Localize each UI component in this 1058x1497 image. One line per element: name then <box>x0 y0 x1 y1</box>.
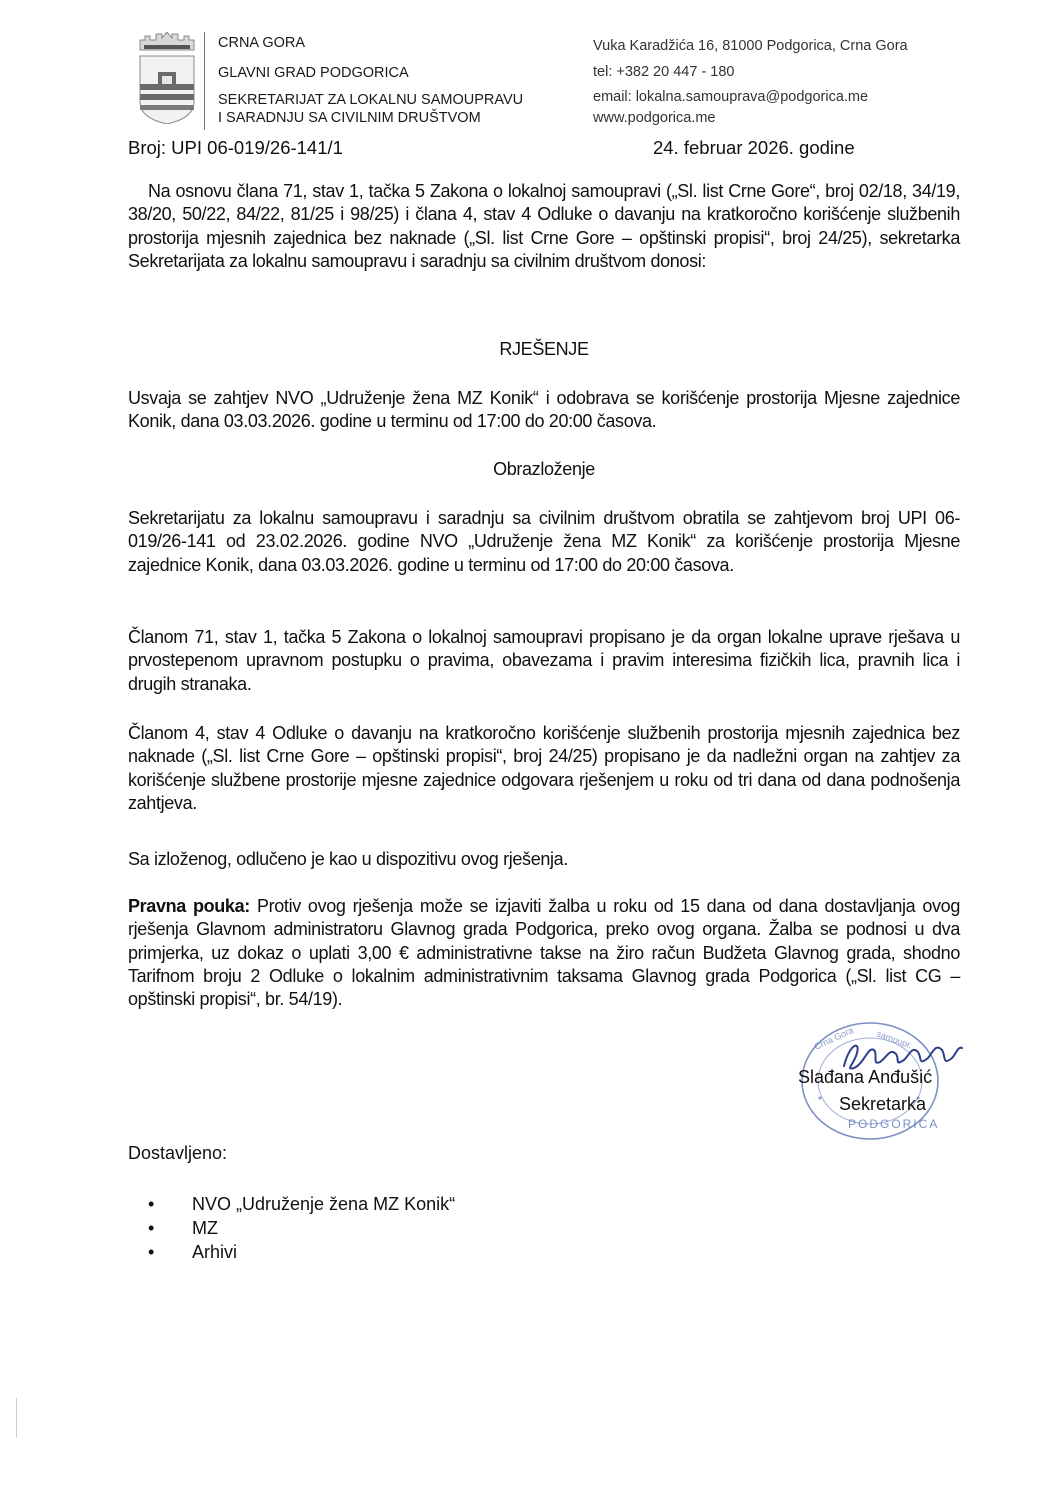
reasoning-paragraph-1: Sekretarijatu za lokalnu samoupravu i saradnju sa civilnim društvom obratila se zahtjevom broj UPI 06-019/26-141 od 23.02.2026. godine NVO „Udruženje žena MZ Konik“ za korišćenje prostorija Mjesne zajednice Konik, dana 03.03.2026. godine u terminu od 17:00 do 20:00 časova. <box>128 508 960 575</box>
decision-paragraph: Usvaja se zahtjev NVO „Udruženje žena MZ Konik“ i odobrava se korišćenje prostorija Mjesne zajednice Konik, dana 03.03.2026. godine u terminu od 17:00 do 20:00 časova. <box>128 388 960 432</box>
legal-notice-paragraph <box>128 895 960 1011</box>
svg-text:samoupr.: samoupr. <box>875 1028 914 1051</box>
org-city: GLAVNI GRAD PODGORICA <box>218 65 409 81</box>
legal-notice-label: Pravna pouka: <box>128 896 250 916</box>
distribution-list <box>148 1192 455 1264</box>
distribution-label: Dostavljeno: <box>128 1143 228 1163</box>
reference-number: Broj: UPI 06-019/26-141/1 <box>128 137 343 158</box>
preamble-paragraph: Na osnovu člana 71, stav 1, tačka 5 Zakona o lokalnoj samoupravi („Sl. list Crne Gore“, broj 02/18, 34/19, 38/20, 50/22, 84/22, 81/25 i 98/25) i člana 4, stav 4 Odluke o davanju na kratkoročno korišćenje službenih prostorija mjesnih zajednica bez naknade („Sl. list Crne Gore – opštinski propisi“, broj 24/25), sekretarka Sekretarijata za lokalnu samoupravu i saradnju sa civilnim društvom donosi: <box>128 181 960 271</box>
contact-address: Vuka Karadžića 16, 81000 Podgorica, Crna Gora <box>593 38 908 54</box>
svg-text:PODGORICA: PODGORICA <box>848 1117 940 1131</box>
org-secretariat-line2: I SARADNJU SA CIVILNIM DRUŠTVOM <box>218 110 481 126</box>
reasoning-title: Obrazloženje <box>493 459 595 479</box>
reasoning-paragraph-4: Sa izloženog, odlučeno je kao u dispozitivu ovog rješenja. <box>128 849 568 869</box>
contact-phone: tel: +382 20 447 - 180 <box>593 64 735 80</box>
reasoning-paragraph-3: Članom 4, stav 4 Odluke o davanju na kratkoročno korišćenje službenih prostorija mjesnih zajednica bez naknade („Sl. list Crne Gore – opštinski propisi“, broj 24/25) propisano je da nadležni organ na zahtjev za korišćenje službene prostorije mjesne zajednice odgovara rješenjem u roku od tri dana od dana podnošenja zahtjeva. <box>128 723 960 813</box>
org-country: CRNA GORA <box>218 35 306 51</box>
scan-margin-mark <box>16 1398 17 1438</box>
bullet-icon: • <box>148 1218 155 1238</box>
org-secretariat-line1: SEKRETARIJAT ZA LOKALNU SAMOUPRAVU <box>218 92 524 108</box>
svg-text:Crna Gora: Crna Gora <box>812 1024 855 1052</box>
bullet-icon: • <box>148 1194 155 1214</box>
podgorica-coat-of-arms-icon <box>136 32 198 124</box>
legal-notice-text: Protiv ovog rješenja može se izjaviti žalba u roku od 15 dana od dana dostavljanja ovog rješenja Glavnom administratoru Glavnog grada Podgorica, preko ovog organa. Žalba se podnosi u dva primjerka, uz dokaz o uplati 3,00 € administrativne takse na žiro račun Budžeta Glavnog grada, shodno Tarifnom broju 2 Odluke o lokalnim administrativnim taksama Glavnog grada Podgorica („Sl. list CG – opštinski propisi“, br. 54/19). <box>128 896 960 1010</box>
signatory-name: Slađana Anđušić <box>798 1067 933 1087</box>
decision-title: RJEŠENJE <box>499 339 589 359</box>
signatory-title: Sekretarka <box>839 1094 927 1114</box>
bullet-icon: • <box>148 1242 155 1262</box>
distribution-item: • MZ <box>148 1218 218 1238</box>
contact-website: www.podgorica.me <box>593 110 716 126</box>
document-date: 24. februar 2026. godine <box>653 137 855 158</box>
reasoning-paragraph-2: Članom 71, stav 1, tačka 5 Zakona o lokalnoj samoupravi propisano je da organ lokalne uprave rješava u prvostepenom upravnom postupku o pravima, obavezama i pravim interesima fizičkih lica, pravnih lica i drugih stranaka. <box>128 627 960 694</box>
header-divider <box>204 32 205 130</box>
distribution-item: • Arhivi <box>148 1242 238 1262</box>
contact-email: email: lokalna.samouprava@podgorica.me <box>593 89 869 105</box>
distribution-item: • NVO „Udruženje žena MZ Konik“ <box>148 1194 456 1214</box>
